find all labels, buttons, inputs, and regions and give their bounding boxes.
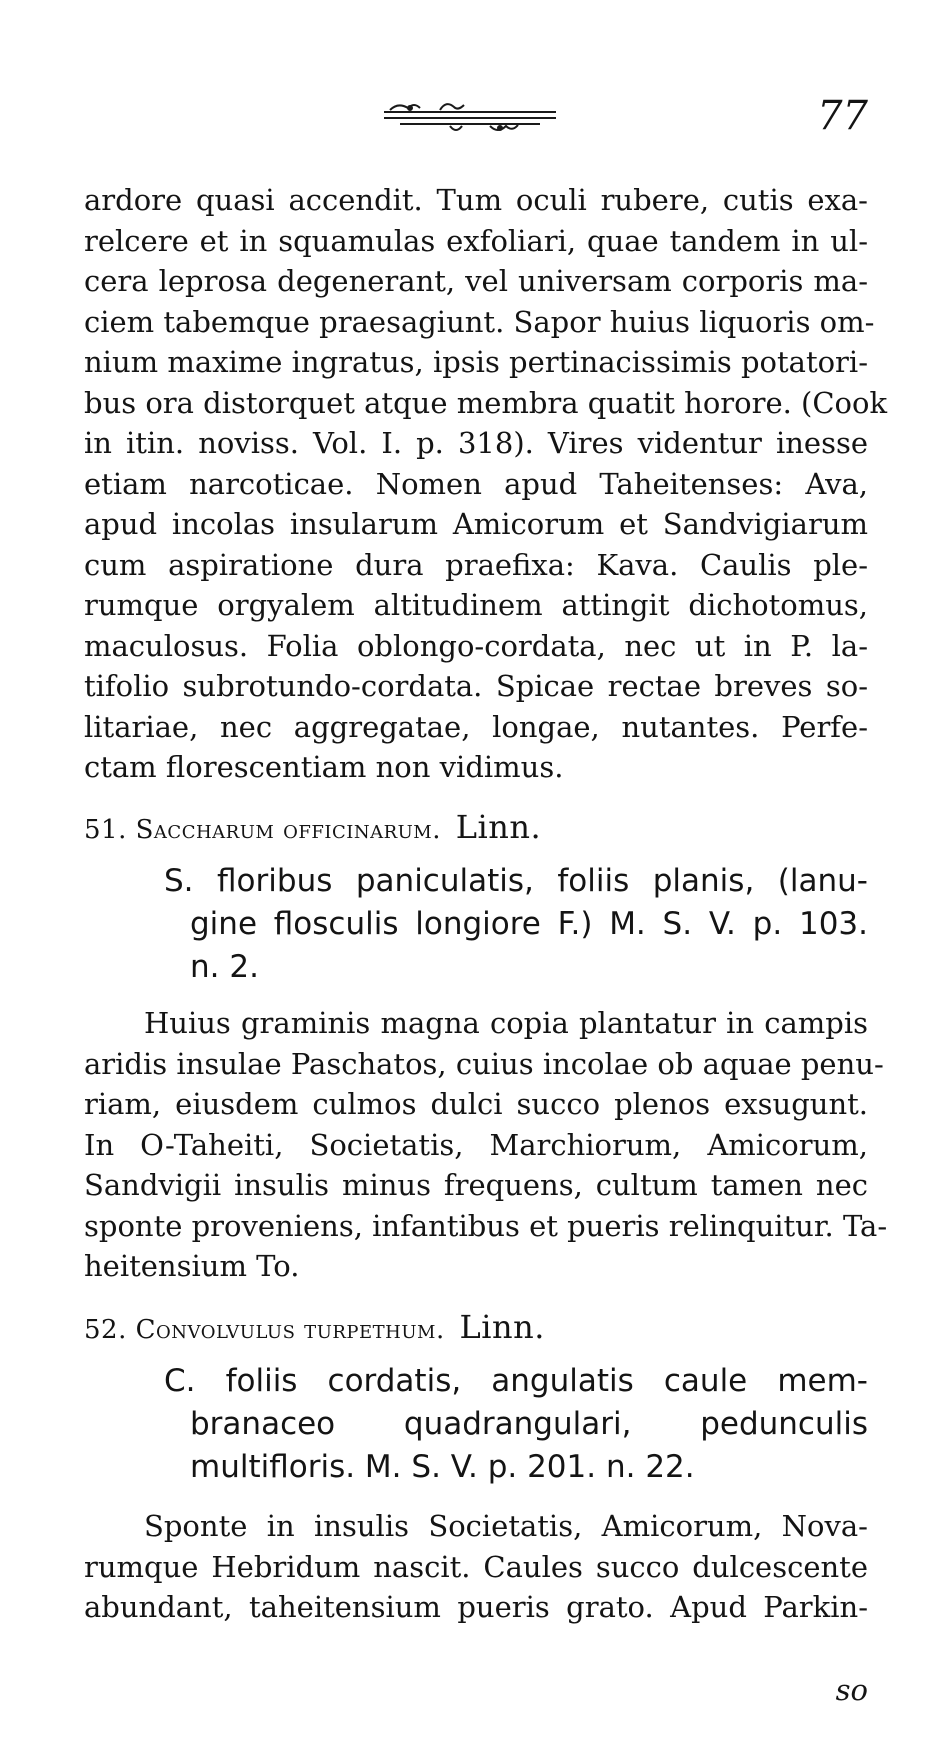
entry-number: 51.: [84, 815, 127, 845]
text-line: relcere et in squamulas exfoliari, quae tandem in ul-: [84, 223, 868, 258]
paragraph-continuation: [84, 180, 888, 788]
text-line: cum aspiratione dura praefixa: Kava. Caulis ple-: [84, 547, 868, 582]
catchword: so: [835, 1673, 868, 1707]
species-name: Convolvulus turpethum.: [135, 1315, 445, 1345]
text-line: Sponte in insulis Societatis, Amicorum, Nova-: [144, 1509, 868, 1543]
text-line: sponte proveniens, infantibus et pueris relinquitur. Ta-: [84, 1208, 888, 1243]
text-line: Huius graminis magna copia plantatur in campis: [144, 1006, 868, 1040]
text-line: In O-Taheiti, Societatis, Marchiorum, Amicorum,: [84, 1127, 868, 1162]
species-name: Saccharum officinarum.: [135, 815, 441, 845]
species-author: Linn.: [455, 808, 542, 846]
text-line: abundant, taheitensium pueris grato. Apud Parkin-: [84, 1590, 868, 1624]
diagnosis-line: branaceo quadrangulari, pedunculis: [190, 1406, 868, 1442]
text-line: ctam florescentiam non vidimus.: [84, 750, 564, 784]
diagnosis-line: multifloris. M. S. V. p. 201. n. 22.: [190, 1449, 695, 1485]
entry-52-text: [84, 1506, 868, 1628]
text-line: cera leprosa degenerant, vel universam corporis ma-: [84, 264, 868, 298]
text-line: nium maxime ingratus, ipsis pertinacissimis potatori-: [84, 345, 868, 379]
diagnosis-line: gine flosculis longiore F.) M. S. V. p. 103.: [190, 906, 868, 942]
text-line: aridis insulae Paschatos, cuius incolae ob aquae penu-: [84, 1046, 884, 1081]
entry-52-diagnosis: [164, 1360, 868, 1489]
entry-51-text: [84, 1003, 888, 1287]
species-author: Linn.: [459, 1308, 545, 1346]
text-line: tifolio subrotundo-cordata. Spicae rectae breves so-: [84, 669, 868, 703]
text-line: ardore quasi accendit. Tum oculi rubere, cutis exa-: [84, 183, 868, 217]
entry-52-heading: [84, 1308, 545, 1346]
entry-51-heading: [84, 808, 541, 846]
text-line: Sandvigii insulis minus frequens, cultum tamen nec: [84, 1168, 868, 1202]
text-line: rumque orgyalem altitudinem attingit dichotomus,: [84, 588, 868, 622]
text-line: apud incolas insularum Amicorum et Sandvigiarum: [84, 507, 868, 541]
text-line: rumque Hebridum nascit. Caules succo dulcescente: [84, 1549, 868, 1584]
text-line: etiam narcoticae. Nomen apud Taheitenses: Ava,: [84, 466, 868, 501]
diagnosis-line: S. floribus paniculatis, foliis planis, (lanu-: [164, 863, 868, 899]
text-line: heitensium To.: [84, 1249, 300, 1283]
text-line: litariae, nec aggregatae, longae, nutantes. Perfe-: [84, 709, 868, 744]
text-line: bus ora distorquet atque membra quatit horore. (Cook: [84, 385, 888, 420]
text-line: ciem tabemque praesagiunt. Sapor huius liquoris om-: [84, 304, 875, 339]
text-line: riam, eiusdem culmos dulci succo plenos exsugunt.: [84, 1087, 868, 1121]
entry-number: 52.: [84, 1315, 127, 1345]
headpiece-ornament: [380, 96, 560, 140]
diagnosis-line: n. 2.: [190, 949, 259, 985]
text-line: maculosus. Folia oblongo-cordata, nec ut in P. la-: [84, 628, 868, 663]
text-line: in itin. noviss. Vol. I. p. 318). Vires videntur inesse: [84, 426, 868, 460]
entry-51-diagnosis: [164, 860, 868, 989]
diagnosis-line: C. foliis cordatis, angulatis caule mem-: [164, 1363, 868, 1399]
page-number: 77: [817, 93, 868, 139]
